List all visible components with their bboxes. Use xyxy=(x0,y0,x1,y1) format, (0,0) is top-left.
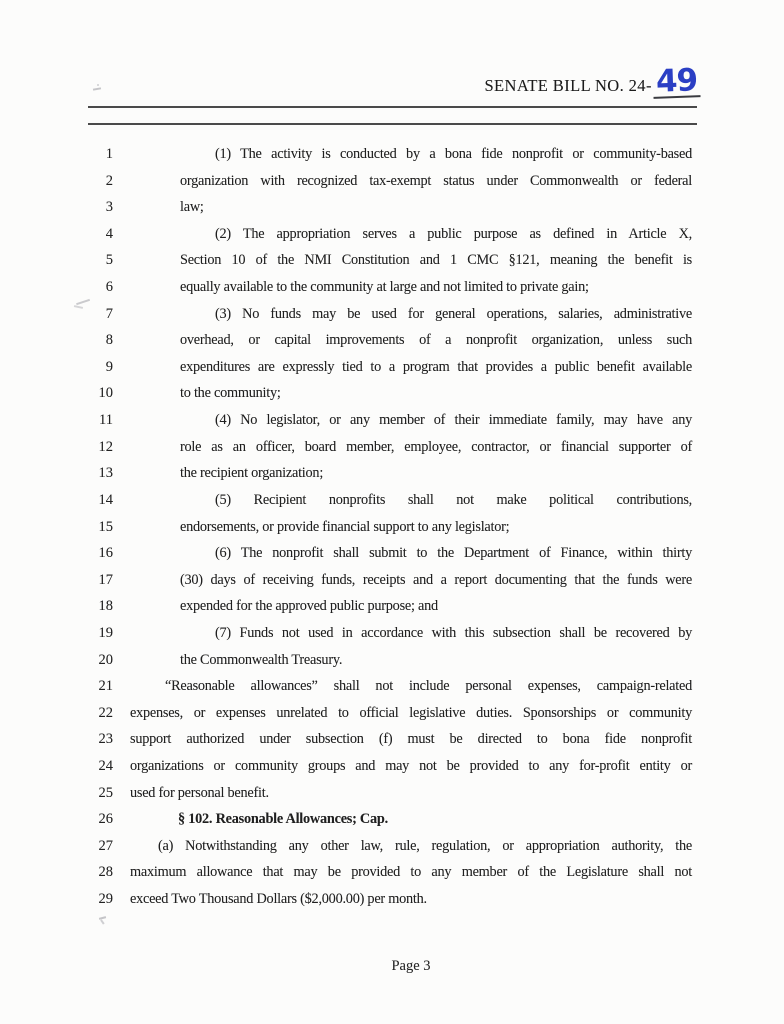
line-text: (2) The appropriation serves a public purpose as defined in Article X, xyxy=(215,225,692,242)
text-line xyxy=(0,460,784,487)
line-number: 28 xyxy=(98,864,113,881)
line-number: 12 xyxy=(98,438,113,455)
line-number: 18 xyxy=(98,598,113,615)
text-line xyxy=(0,806,784,833)
line-number: 24 xyxy=(98,758,113,775)
text-line xyxy=(0,514,784,541)
bill-text-body xyxy=(0,141,784,913)
line-text: organization with recognized tax-exempt status under Commonwealth or federal xyxy=(180,172,692,189)
line-text: (6) The nonprofit shall submit to the Department of Finance, within thirty xyxy=(215,545,692,562)
line-number: 19 xyxy=(98,624,113,641)
line-text: (a) Notwithstanding any other law, rule, regulation, or appropriation authority, the xyxy=(158,837,692,854)
text-line xyxy=(0,886,784,913)
text-line xyxy=(0,780,784,807)
line-number: 7 xyxy=(105,305,113,322)
line-text: endorsements, or provide financial support to any legislator; xyxy=(180,518,510,535)
line-number: 4 xyxy=(105,225,113,242)
text-line xyxy=(0,354,784,381)
text-line xyxy=(0,274,784,301)
line-number: 25 xyxy=(98,784,113,801)
text-line xyxy=(0,327,784,354)
text-line xyxy=(0,620,784,647)
line-text: maximum allowance that may be provided to any member of the Legislature shall not xyxy=(130,864,692,881)
header-rule-top xyxy=(88,106,697,108)
line-text: law; xyxy=(180,199,204,216)
document-header xyxy=(0,62,700,100)
line-text: (1) The activity is conducted by a bona fide nonprofit or community-based xyxy=(215,146,692,162)
line-text: “Reasonable allowances” shall not include personal expenses, campaign-related xyxy=(165,678,692,695)
text-line xyxy=(0,726,784,753)
line-number: 1 xyxy=(105,146,113,162)
text-line xyxy=(0,221,784,248)
header-rule-bottom xyxy=(88,123,697,125)
line-number: 21 xyxy=(98,678,113,695)
line-text: expenses, or expenses unrelated to official legislative duties. Sponsorships or community xyxy=(130,704,692,721)
line-text: role as an officer, board member, employee, contractor, or financial supporter of xyxy=(180,438,692,455)
line-text: expended for the approved public purpose; and xyxy=(180,598,438,615)
line-text: (4) No legislator, or any member of their immediate family, may have any xyxy=(215,412,692,429)
text-line xyxy=(0,833,784,860)
line-number: 29 xyxy=(98,891,113,908)
line-number: 2 xyxy=(105,172,113,189)
line-number: 27 xyxy=(98,837,113,854)
line-number: 13 xyxy=(98,465,113,482)
line-number: 15 xyxy=(98,518,113,535)
text-line xyxy=(0,194,784,221)
text-line xyxy=(0,593,784,620)
line-text: equally available to the community at large and not limited to private gain; xyxy=(180,279,589,296)
text-line xyxy=(0,859,784,886)
line-text: (3) No funds may be used for general operations, salaries, administrative xyxy=(215,305,692,322)
line-number: 17 xyxy=(98,571,113,588)
text-line xyxy=(0,753,784,780)
line-text: (5) Recipient nonprofits shall not make political contributions, xyxy=(215,491,692,508)
line-text: overhead, or capital improvements of a nonprofit organization, unless such xyxy=(180,332,692,349)
text-line xyxy=(0,434,784,461)
text-line xyxy=(0,700,784,727)
line-text: expenditures are expressly tied to a program that provides a public benefit available xyxy=(180,358,692,375)
line-text: to the community; xyxy=(180,385,281,402)
line-text: the Commonwealth Treasury. xyxy=(180,651,343,668)
line-text: used for personal benefit. xyxy=(130,784,269,801)
text-line xyxy=(0,540,784,567)
line-number: 8 xyxy=(105,332,113,349)
line-text: § 102. Reasonable Allowances; Cap. xyxy=(178,811,388,828)
line-text: exceed Two Thousand Dollars ($2,000.00) per month. xyxy=(130,891,427,908)
line-number: 11 xyxy=(99,412,113,429)
line-number: 23 xyxy=(98,731,113,748)
text-line xyxy=(0,380,784,407)
line-text: (7) Funds not used in accordance with this subsection shall be recovered by xyxy=(215,624,692,641)
line-text: Section 10 of the NMI Constitution and 1 CMC §121, meaning the benefit is xyxy=(180,252,692,269)
text-line xyxy=(0,647,784,674)
line-number: 6 xyxy=(105,279,113,296)
line-text: organizations or community groups and may not be provided to any for-profit entity or xyxy=(130,758,692,775)
text-line xyxy=(0,567,784,594)
line-text: (30) days of receiving funds, receipts and a report documenting that the funds were xyxy=(180,571,692,588)
text-line xyxy=(0,141,784,168)
text-line xyxy=(0,487,784,514)
line-number: 10 xyxy=(98,385,113,402)
line-number: 20 xyxy=(98,651,113,668)
text-line xyxy=(0,168,784,195)
line-number: 22 xyxy=(98,704,113,721)
line-number: 5 xyxy=(105,252,113,269)
line-text: support authorized under subsection (f) must be directed to bona fide nonprofit xyxy=(130,731,692,748)
line-number: 3 xyxy=(105,199,113,216)
line-number: 16 xyxy=(98,545,113,562)
text-line xyxy=(0,301,784,328)
text-line xyxy=(0,247,784,274)
bill-title: SENATE BILL NO. 24- xyxy=(484,76,652,95)
line-number: 14 xyxy=(98,491,113,508)
line-number: 9 xyxy=(105,358,113,375)
line-number: 26 xyxy=(98,811,113,828)
text-line xyxy=(0,407,784,434)
page-number: Page 3 xyxy=(391,958,431,974)
scan-artifact xyxy=(100,919,104,924)
text-line xyxy=(0,673,784,700)
line-text: the recipient organization; xyxy=(180,465,324,482)
bill-number-handwritten: 49 xyxy=(652,65,700,99)
